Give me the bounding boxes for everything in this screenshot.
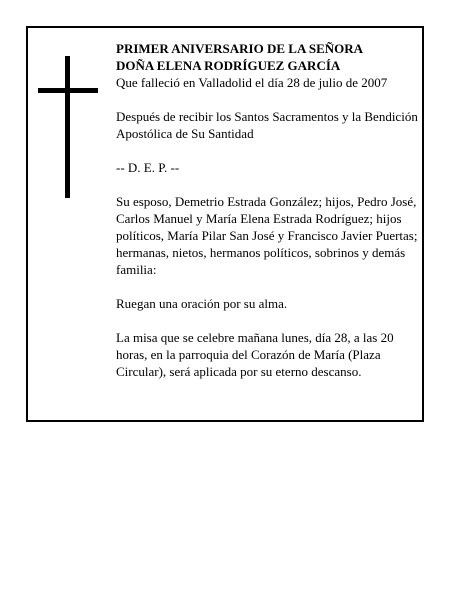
death-info: Que falleció en Valladolid el día 28 de julio de 2007 [116, 75, 388, 90]
prayer-request: Ruegan una oración por su alma. [116, 296, 288, 311]
notice-title-line1: PRIMER ANIVERSARIO DE LA SEÑORA [116, 41, 364, 56]
cross-horizontal-bar [38, 88, 98, 93]
obituary-notice [26, 26, 424, 422]
mass-info: La misa que se celebre mañana lunes, día 28, a las 20 horas, en la parroquia del Corazón de María (Plaza Circular), será aplicada por su eterno descanso. [116, 330, 394, 379]
cross-vertical-bar [65, 56, 70, 198]
notice-content [116, 40, 422, 380]
cross-icon [38, 56, 98, 198]
family-text: Su esposo, Demetrio Estrada González; hijos, Pedro José, Carlos Manuel y María Elena Estrada Rodríguez; hijos políticos, María Pilar San José y Francisco Javier Puertas; hermanas, nietos, hermanos políticos, sobrinos y demás familia: [116, 194, 418, 277]
rip-text: -- D. E. P. -- [116, 160, 180, 175]
notice-title-line2: DOÑA ELENA RODRÍGUEZ GARCÍA [116, 58, 341, 73]
sacraments-text: Después de recibir los Santos Sacramentos y la Bendición Apostólica de Su Santidad [116, 109, 418, 141]
